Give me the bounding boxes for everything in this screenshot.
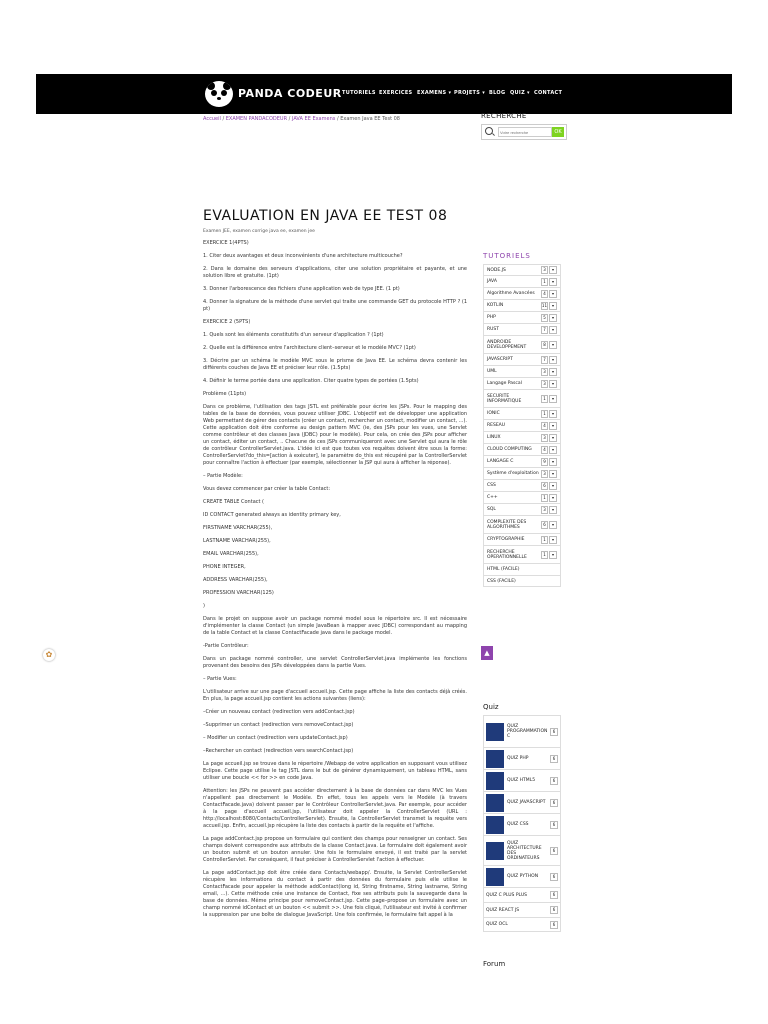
breadcrumb-home[interactable]: Accueil — [203, 116, 221, 122]
tutorial-controls — [541, 551, 557, 559]
article-paragraph: 3. Donner l'arborescence des fichiers d'une application web de type JEE. (1 pt) — [203, 286, 400, 292]
quiz-item[interactable] — [483, 865, 561, 887]
article-paragraph: La page addContact.jsp doit être créée dans Contacts/webapp/. Ensuite, la Servlet ControllerServlet récupère les informations du contact à partir des données du formulaire puis elle utilise le ContactFacade pour appeler la méthode addContact(long id, String firstname, String lastname, String email, ...). Cette méthode crée une instance de Contact, fixe ses attributs puis la sauvegarde dans la base de données. Même principe pour removeContact.jsp. Cette page–propose un formulaire avec un champ nommé idContact et un bouton << submit >>. Une fois cliqué, l'utilisateur est invité à confirmer la suppression par une boîte de dialogue JavaScript. Une fois confirmée, le formulaire fait appel à la — [203, 870, 467, 918]
chevron-down-icon[interactable]: ▾ — [549, 302, 557, 310]
chevron-down-icon[interactable]: ▾ — [549, 494, 557, 502]
chevron-down-icon[interactable]: ▾ — [549, 278, 557, 286]
tutorial-controls — [541, 326, 557, 334]
quiz-item[interactable] — [483, 902, 561, 917]
chevron-down-icon[interactable]: ▾ — [549, 290, 557, 298]
quiz-count-badge: 6 — [550, 921, 558, 929]
chevron-down-icon[interactable]: ▾ — [549, 551, 557, 559]
forum-title: Forum — [483, 960, 506, 968]
tutorial-item[interactable] — [483, 353, 561, 365]
chevron-down-icon[interactable]: ▾ — [549, 521, 557, 529]
tutorial-count-badge: 6 — [541, 482, 548, 490]
tutorial-controls — [541, 410, 557, 418]
quiz-thumbnail-icon — [486, 842, 504, 860]
article-paragraph: La page accueil.jsp se trouve dans le répertoire /Webapp de votre application en supposant vous utilisez Eclipse. Cette page utilise le tag JSTL dans le but de générer dynamiquement, un tableau HTML, sans utiliser une boucle << for >> en code Java. — [203, 761, 467, 781]
tutorial-controls — [541, 395, 557, 403]
panda-logo-icon[interactable] — [205, 81, 233, 107]
article-paragraph: 2. Quelle est la différence entre l'architecture client–serveur et le modèle MVC? (1pt) — [203, 345, 416, 351]
quiz-item[interactable] — [483, 917, 561, 932]
article-paragraph: EXERCICE 1(4PTS) — [203, 240, 249, 246]
article-paragraph: Problème (11pts) — [203, 391, 247, 397]
chevron-down-icon[interactable]: ▾ — [549, 266, 557, 274]
nav-blog[interactable]: BLOG — [489, 90, 506, 96]
tutorial-count-badge: 7 — [541, 356, 548, 364]
quiz-label: QUIZ OCL — [486, 922, 508, 927]
quiz-label: QUIZ JAVASCRIPT — [507, 800, 546, 805]
chevron-down-icon[interactable]: ▾ — [549, 341, 557, 349]
tutorial-item[interactable] — [483, 335, 561, 353]
quiz-count-badge: 6 — [550, 777, 558, 785]
tutorial-label: LINUX — [487, 435, 501, 440]
article-paragraph: EXERCICE 2 (5PTS) — [203, 319, 251, 325]
tutorial-label: C++ — [487, 495, 498, 500]
quiz-item[interactable] — [483, 769, 561, 791]
tutorial-controls — [541, 302, 557, 310]
quiz-count-badge: 6 — [550, 799, 558, 807]
article-paragraph: – Partie Modèle: — [203, 473, 243, 479]
tutorial-label: RESEAU — [487, 423, 506, 428]
quiz-label: QUIZ CSS — [507, 822, 529, 827]
tutorial-count-badge: 1 — [541, 395, 548, 403]
tutorial-item[interactable] — [483, 287, 561, 299]
tutorial-controls — [541, 422, 557, 430]
tutorial-item[interactable] — [483, 365, 561, 377]
tutorial-item[interactable] — [483, 545, 561, 563]
tutorial-label: IONIC — [487, 411, 500, 416]
tutorial-controls — [541, 266, 557, 274]
quiz-count-badge: 6 — [550, 847, 558, 855]
tutorial-item[interactable] — [483, 311, 561, 323]
article-paragraph: Dans ce problème, l'utilisation des tags JSTL est préférable pour écrire les JSPs. Pour le mapping des tables de la base de données, vous pouvez utiliser JDBC. L'objectif est de développer une application Web permettant de gérer des contacts (créer un contact, rechercher un contact, modifier un contact, ...). Cette application doit être conforme au design pattern MVC (ie, des JSPs pour les vues, une Servlet comme contrôleur et des classes Java (JDBC) pour le modèle). Pour cela, on crée des JSPs pour afficher un contact, éditer un contact, .. Chacune de ces JSPs communiqueront avec une Servlet qui aura le rôle de contrôleur ControllerServlet.java. L'idée ici est que toutes vos requêtes doivent être sous la forme: ControllerServlet?do_this=[action à exécuter], le paramètre do_this est récupéré par la ControllerServlet pour connaître l'action à effectuer (par exemple, sélectionner la JSP qui aura à afficher la réponse). — [203, 404, 467, 466]
quiz-thumbnail-icon — [486, 750, 504, 768]
article-paragraph: FIRSTNAME VARCHAR(255), — [203, 525, 273, 531]
chevron-down-icon[interactable]: ▾ — [549, 422, 557, 430]
tutorial-count-badge: 1 — [541, 494, 548, 502]
tutorial-item[interactable] — [483, 419, 561, 431]
tutorial-controls — [541, 482, 557, 490]
tutorials-list — [483, 264, 561, 587]
nav-examens[interactable]: EXAMENS ▾ — [417, 90, 452, 96]
article-paragraph: – Modifier un contact (redirection vers updateContact.jsp) — [203, 735, 348, 741]
page-title: EVALUATION EN JAVA EE TEST 08 — [203, 208, 448, 224]
search-title: RECHERCHE — [481, 112, 527, 120]
quiz-label: QUIZ HTML5 — [507, 778, 536, 783]
tutorial-label: Langage Pascal — [487, 381, 522, 386]
tutorial-item[interactable] — [483, 389, 561, 407]
nav-exercices[interactable]: EXERCICES — [379, 90, 413, 96]
quiz-thumbnail-icon — [486, 723, 504, 741]
tutorial-count-badge: 4 — [541, 290, 548, 298]
article-paragraph: 1. Citer deux avantages et deux inconvénients d'une architecture multicouche? — [203, 253, 403, 259]
article-paragraph: -Partie Contrôleur: — [203, 643, 249, 649]
quiz-item[interactable] — [483, 835, 561, 865]
tutorial-count-badge: 3 — [541, 266, 548, 274]
article-paragraph: 2. Dans le domaine des serveurs d'applications, citer une solution propriétaire et payante, et une solution libre et gratuite. (1pt) — [203, 266, 467, 279]
tutorial-controls — [541, 434, 557, 442]
tutorial-item[interactable] — [483, 533, 561, 545]
tutorial-item[interactable] — [483, 275, 561, 287]
tutorial-controls — [541, 494, 557, 502]
quiz-label: QUIZ PHP — [507, 756, 529, 761]
article-paragraph: La page addContact.jsp propose un formulaire qui contient des champs pour renseigner un contact. Ses champs doivent correspondre aux attributs de la classe Contact.java. Le formulaire doit également avoir un bouton submit et un bouton annuler. Une fois le formulaire envoyé, il est traité par la servlet ControllerServlet. Par conséquent, il faut préciser à ControllerServlet l'action à effectuer. — [203, 836, 467, 863]
tutorial-item[interactable] — [483, 491, 561, 503]
quiz-item[interactable] — [483, 887, 561, 902]
chevron-down-icon[interactable]: ▾ — [549, 458, 557, 466]
chevron-down-icon[interactable]: ▾ — [549, 326, 557, 334]
cookie-icon[interactable]: ✿ — [43, 649, 55, 661]
chevron-down-icon[interactable]: ▾ — [549, 356, 557, 364]
tutorial-count-badge: 1 — [541, 551, 548, 559]
quiz-thumbnail-icon — [486, 816, 504, 834]
breadcrumb: Accueil / EXAMEN PANDACODEUR / JAVA EE Examens / Examen Java EE Test 08 — [203, 116, 400, 122]
article-paragraph: Vous devez commencer par créer la table Contact: — [203, 486, 331, 492]
article-content — [203, 240, 467, 925]
article-paragraph: ID CONTACT generated always as identity primary key, — [203, 512, 341, 518]
tutorial-count-badge: 1 — [541, 410, 548, 418]
tutorial-count-badge: 5 — [541, 314, 548, 322]
tutorial-count-badge: 3 — [541, 470, 548, 478]
chevron-down-icon[interactable]: ▾ — [549, 506, 557, 514]
chevron-down-icon[interactable]: ▾ — [549, 395, 557, 403]
article-paragraph: CREATE TABLE Contact ( — [203, 499, 265, 505]
quiz-count-badge: 6 — [550, 873, 558, 881]
chevron-down-icon[interactable]: ▾ — [549, 314, 557, 322]
article-paragraph: –Créer un nouveau contact (redirection vers addContact.jsp) — [203, 709, 355, 715]
nav-tutoriels[interactable]: TUTORIELS — [342, 90, 376, 96]
tutorial-label: PHP — [487, 315, 496, 320]
quiz-count-badge: 6 — [550, 906, 558, 914]
tutorial-item[interactable] — [483, 503, 561, 515]
tutorial-count-badge: 1 — [541, 278, 548, 286]
article-paragraph: 4. Définir le terme portée dans une application. Citer quatre types de portées (1.5pts) — [203, 378, 419, 384]
tutorial-item[interactable] — [483, 575, 561, 587]
quiz-title: Quiz — [483, 703, 499, 711]
tutorial-item[interactable] — [483, 479, 561, 491]
tutorial-label: JAVA — [487, 279, 497, 284]
tutorial-count-badge: 4 — [541, 446, 548, 454]
quiz-label: QUIZ C PLUS PLUS — [486, 892, 527, 898]
tutorial-item[interactable] — [483, 455, 561, 467]
tutorial-label: CSS — [487, 483, 496, 488]
quiz-item[interactable] — [483, 747, 561, 769]
chevron-down-icon[interactable]: ▾ — [549, 482, 557, 490]
tutorial-controls — [541, 470, 557, 478]
tutorial-count-badge: 7 — [541, 326, 548, 334]
article-paragraph: 4. Donner la signature de la méthode d'une servlet qui traite une commande GET du protocole HTTP ? (1 pt) — [203, 299, 467, 312]
quiz-item[interactable] — [483, 715, 561, 747]
brand-name[interactable]: PANDA CODEUR — [238, 87, 342, 100]
breadcrumb-examen[interactable]: EXAMEN PANDACODEUR — [225, 116, 288, 122]
tutorial-item[interactable] — [483, 515, 561, 533]
tutorial-label: KOTLIN — [487, 303, 504, 308]
tutorial-label: SECURITE INFORMATIQUE — [487, 393, 522, 404]
breadcrumb-current: Examen Java EE Test 08 — [340, 116, 400, 122]
tutorial-controls — [541, 290, 557, 298]
article-paragraph: Dans un package nommé controller, une servlet ControllerServlet.java implémente les fonctions provenant des besoins des JSPs développées dans la partie Vues. — [203, 656, 467, 669]
article-paragraph: 3. Décrire par un schéma le modèle MVC sous le prisme de Java EE. Le schéma devra contenir les différents couches de Java EE et préciser leur rôle. (1.5pts) — [203, 358, 467, 371]
quiz-thumbnail-icon — [486, 794, 504, 812]
quiz-item[interactable] — [483, 791, 561, 813]
article-paragraph: ADDRESS VARCHAR(255), — [203, 577, 268, 583]
tutorial-label: COMPLEXITE DES ALGORITHMES — [487, 519, 527, 530]
tutorial-item[interactable] — [483, 299, 561, 311]
tutorial-controls — [541, 536, 557, 544]
tutorial-label: CSS (FACILE) — [487, 578, 516, 584]
tutorial-controls — [541, 446, 557, 454]
tutorial-label: CRYPTOGRAPHIE — [487, 537, 525, 542]
nav-quiz[interactable]: QUIZ ▾ — [510, 90, 530, 96]
chevron-down-icon[interactable]: ▾ — [549, 446, 557, 454]
tutorial-controls — [541, 356, 557, 364]
search-icon — [485, 127, 493, 135]
tutorial-label: SQL — [487, 507, 496, 512]
tutorial-count-badge: 11 — [541, 302, 547, 308]
back-to-top-button[interactable]: ▲ — [481, 646, 493, 660]
quiz-label: QUIZ ARCHITECTURE DES ORDINATEURS — [507, 840, 542, 861]
tutorial-label: NODE.JS — [487, 267, 506, 273]
chevron-down-icon[interactable]: ▾ — [549, 368, 557, 376]
tutorial-label: Système d'exploitation — [487, 471, 539, 476]
tutorial-controls — [541, 521, 557, 529]
tutorial-label: UML — [487, 369, 497, 374]
tutorial-item[interactable] — [483, 467, 561, 479]
tutorial-count-badge: 8 — [541, 341, 548, 349]
tutorial-count-badge: 3 — [541, 368, 548, 376]
article-paragraph: Dans le projet on suppose avoir un package nommé model sous le répertoire src. Il est nécessaire d'implémenter la classe Contact (un simple JavaBean à mapper avec JDBC) correspondant au mapping de la table Contact et la classe ContactFacade java dans le package model. — [203, 616, 467, 636]
quiz-count-badge: 6 — [550, 755, 558, 763]
tutorial-count-badge: 3 — [541, 434, 548, 442]
quiz-label: QUIZ PYTHON — [507, 874, 539, 879]
quiz-list — [483, 715, 561, 932]
tutorial-label: LANGAGE C — [487, 459, 514, 464]
tutorial-item[interactable] — [483, 563, 561, 575]
chevron-down-icon[interactable]: ▾ — [549, 434, 557, 442]
article-paragraph: LASTNAME VARCHAR(255), — [203, 538, 271, 544]
tutorial-item[interactable] — [483, 264, 561, 275]
tutorial-label: RUST — [487, 327, 500, 332]
tutorial-count-badge: 9 — [541, 458, 548, 466]
tutorial-item[interactable] — [483, 443, 561, 455]
tutorial-item[interactable] — [483, 323, 561, 335]
article-paragraph: PROFESSION VARCHAR(125) — [203, 590, 274, 596]
article-paragraph: –Rechercher un contact (redirection vers searchContact.jsp) — [203, 748, 354, 754]
chevron-down-icon[interactable]: ▾ — [549, 470, 557, 478]
tutorial-label: Algorithme Avancées — [487, 291, 535, 296]
article-paragraph: ) — [203, 603, 205, 609]
tutorial-item[interactable] — [483, 431, 561, 443]
quiz-thumbnail-icon — [486, 772, 504, 790]
tutorial-count-badge: 3 — [541, 506, 548, 514]
tutorial-label: ANDROIDE DEVELOPPEMENT — [487, 339, 527, 350]
quiz-label: QUIZ REACT JS — [486, 907, 520, 913]
article-paragraph: –Supprimer un contact (redirection vers removeContact.jsp) — [203, 722, 354, 728]
tutorial-controls — [541, 341, 557, 349]
tutorial-label: HTML (FACILE) — [487, 567, 520, 572]
article-tags[interactable]: Examen JEE, examen corrige java ee, examen jee — [203, 229, 315, 234]
tutorial-controls — [541, 506, 557, 514]
search-button[interactable]: OK — [552, 127, 564, 137]
tutorial-count-badge: 6 — [541, 521, 548, 529]
chevron-down-icon[interactable]: ▾ — [549, 410, 557, 418]
article-paragraph: Attention: les JSPs ne peuvent pas accéder directement à la base de données car dans MVC les Vues n'appellent pas directement le Modèle. En effet, tous les appels vers le Modèle (à travers ContactFacade.java) doivent passer par le Contrôleur ControllerServlet.java. Par exemple, pour accéder à la page d'accueil accueil.jsp, l'utilisateur doit appeler la ControllerServlet (URL : http://localhost:8080/Contacts/ControllerServlet). Ensuite, la ControllerServlet transmet la requête vers accueil.jsp. Enfin, accueil.jsp récupère la liste des contacts à partir de la requête et l'affiche. — [203, 788, 467, 829]
tutorial-count-badge: 3 — [541, 380, 548, 388]
tutorial-controls — [541, 278, 557, 286]
quiz-item[interactable] — [483, 813, 561, 835]
nav-projets[interactable]: PROJETS ▾ — [454, 90, 486, 96]
quiz-count-badge: 6 — [550, 821, 558, 829]
article-paragraph: L'utilisateur arrive sur une page d'accueil accueil.jsp. Cette page affiche la liste des contacts déjà créés. En plus, la page accueil.jsp contient les actions suivantes (liens): — [203, 689, 467, 702]
quiz-count-badge: 6 — [550, 728, 558, 736]
tutorial-count-badge: 1 — [541, 536, 548, 544]
quiz-label: QUIZ PROGRAMMATION C — [507, 724, 548, 739]
search-box — [481, 124, 567, 140]
article-paragraph: EMAIL VARCHAR(255), — [203, 551, 259, 557]
quiz-count-badge: 6 — [550, 891, 558, 899]
article-paragraph: PHONE INTEGER, — [203, 564, 246, 570]
tutorial-label: RECHERCHE OPERATIONNELLE — [487, 549, 527, 560]
tutorial-label: CLOUD COMPUTING — [487, 447, 532, 452]
chevron-down-icon[interactable]: ▾ — [549, 380, 557, 388]
quiz-thumbnail-icon — [486, 868, 504, 886]
article-paragraph: 1. Quels sont les éléments constitutifs d'un serveur d'application ? (1pt) — [203, 332, 384, 338]
tutorial-count-badge: 4 — [541, 422, 548, 430]
tutorials-title: TUTORIELS — [483, 252, 531, 260]
tutorial-label: JAVASCRIPT — [487, 357, 513, 362]
tutorial-controls — [541, 380, 557, 388]
tutorial-controls — [541, 368, 557, 376]
tutorial-item[interactable] — [483, 407, 561, 419]
tutorial-controls — [541, 458, 557, 466]
breadcrumb-javaee[interactable]: JAVA EE Examens — [291, 116, 336, 122]
search-input[interactable] — [498, 127, 552, 137]
nav-contact[interactable]: CONTACT — [534, 90, 563, 96]
tutorial-controls — [541, 314, 557, 322]
tutorial-item[interactable] — [483, 377, 561, 389]
article-paragraph: – Partie Vues: — [203, 676, 237, 682]
chevron-down-icon[interactable]: ▾ — [549, 536, 557, 544]
